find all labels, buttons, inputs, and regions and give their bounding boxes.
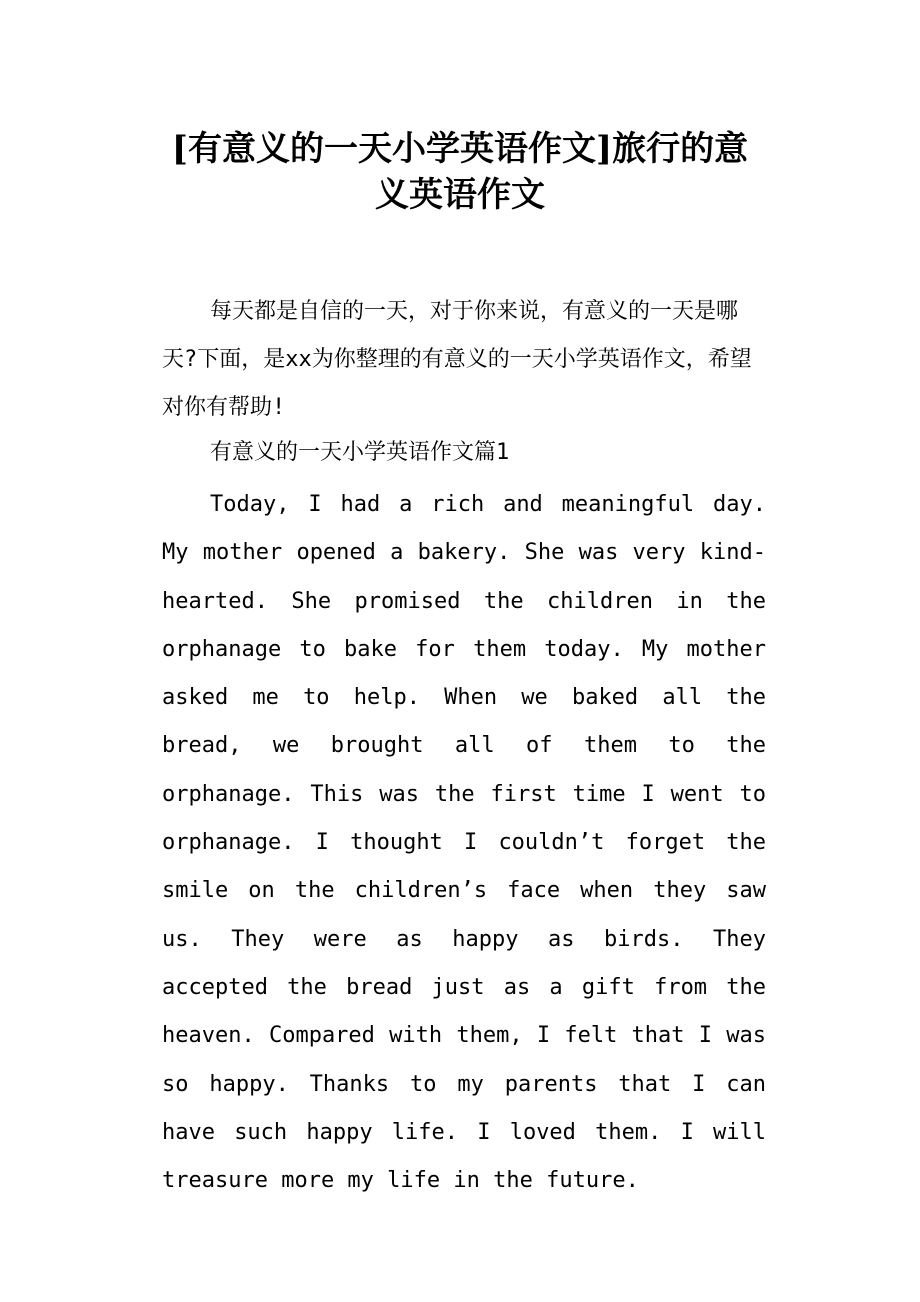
essay-paragraph: Today, I had a rich and meaningful day. My mother opened a bakery. She was very kind-hearted. She promised the children in the orphanage to bake for them today. My mother asked me to help. When we baked all the bread, we brought all of them to the orphanage. This was the first time I went to orphanage. I thought I couldn’t forget the smile on the children’s face when they saw us. They were as happy as birds. They accepted the bread just as a gift from the heaven. Compared with them, I felt that I was so happy. Thanks to my parents that I can have such happy life. I loved them. I will treasure more my life in the future. (162, 492, 766, 1194)
document-title: [有意义的一天小学英语作文]旅行的意义英语作文 (171, 129, 749, 215)
intro-paragraph: 每天都是自信的一天，对于你来说，有意义的一天是哪天?下面，是xx为你整理的有意义的一天小学英语作文，希望对你有帮助! (162, 299, 752, 420)
essay-subheading: 有意义的一天小学英语作文篇1 (210, 440, 510, 465)
